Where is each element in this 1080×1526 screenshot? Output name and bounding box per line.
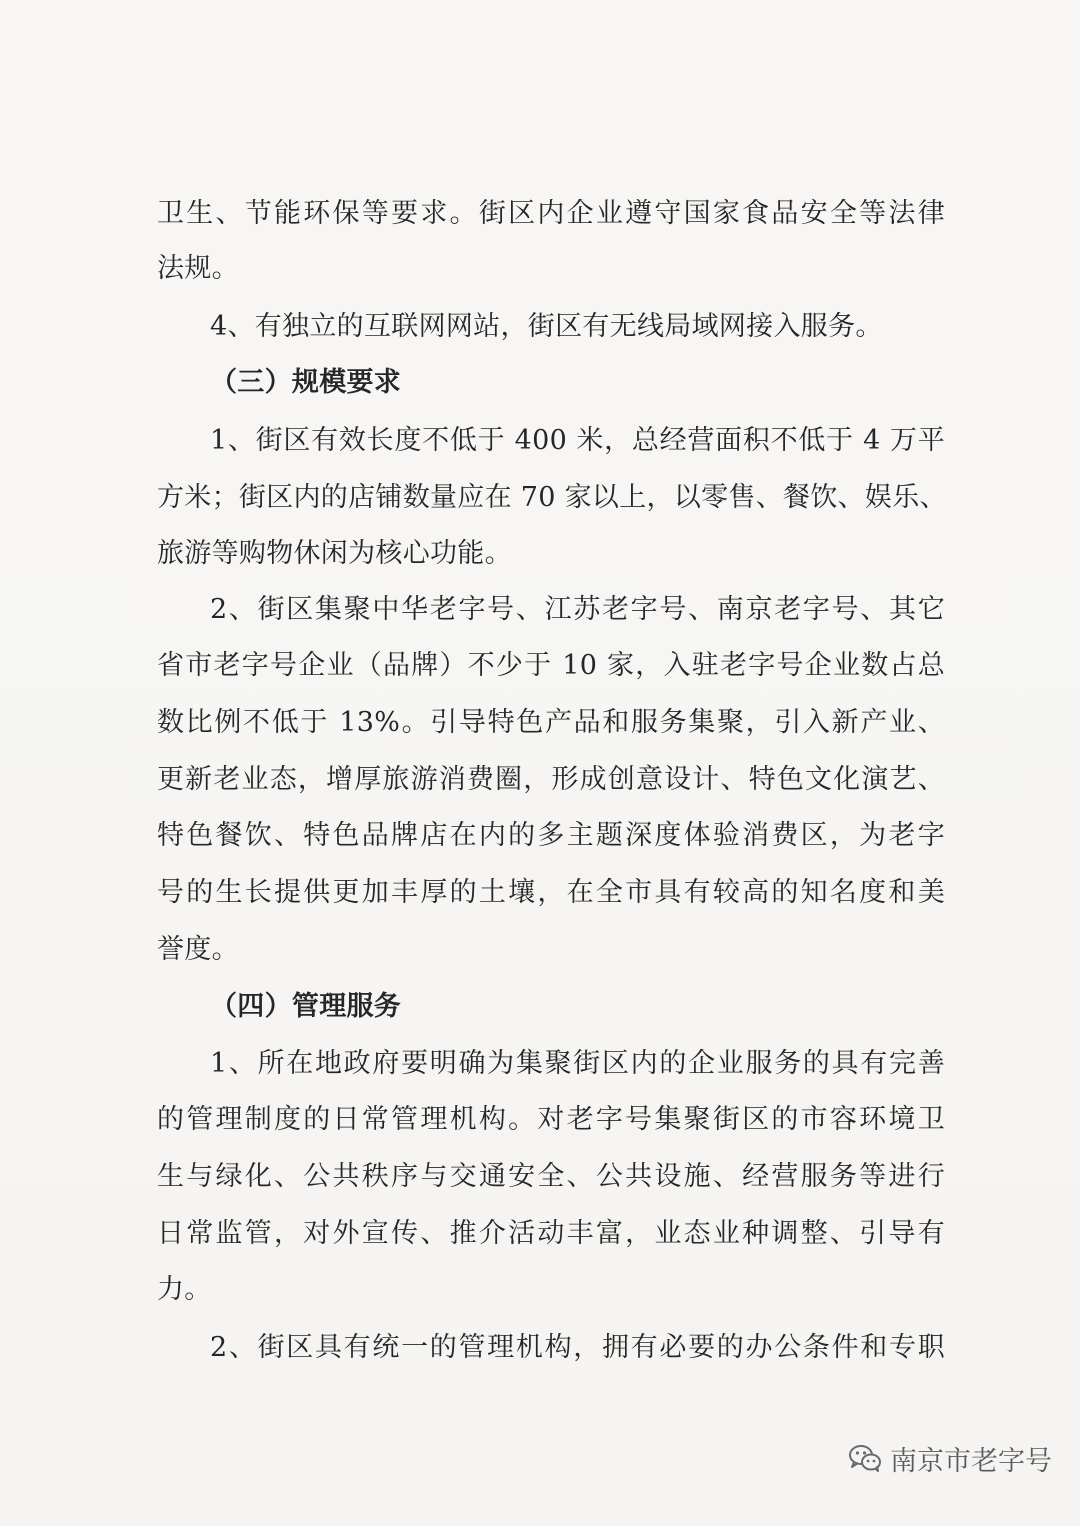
text-line: 方米；街区内的店铺数量应在 70 家以上，以零售、餐饮、娱乐、 <box>157 482 947 513</box>
text-line: 卫生、节能环保等要求。街区内企业遵守国家食品安全等法律 <box>157 198 945 229</box>
text-line: 2、街区集聚中华老字号、江苏老字号、南京老字号、其它 <box>210 594 945 625</box>
text-line: 省市老字号企业（品牌）不少于 10 家，入驻老字号企业数占总 <box>157 650 945 681</box>
text-line: 特色餐饮、特色品牌店在内的多主题深度体验消费区，为老字 <box>157 820 945 851</box>
text-line: 法规。 <box>157 253 239 284</box>
text-line: 1、街区有效长度不低于 400 米，总经营面积不低于 4 万平 <box>210 425 945 456</box>
section-heading: （三）规模要求 <box>210 367 402 398</box>
text-line: 日常监管，对外宣传、推介活动丰富，业态业种调整、引导有 <box>157 1218 945 1249</box>
text-line: 的管理制度的日常管理机构。对老字号集聚街区的市容环境卫 <box>157 1104 945 1135</box>
text-line: 誉度。 <box>157 934 239 965</box>
text-line: 4、有独立的互联网网站，街区有无线局域网接入服务。 <box>210 311 883 342</box>
text-line: 力。 <box>157 1274 212 1305</box>
text-line: 号的生长提供更加丰厚的土壤，在全市具有较高的知名度和美 <box>157 877 945 908</box>
wechat-icon <box>848 1443 882 1473</box>
text-line: 数比例不低于 13%。引导特色产品和服务集聚，引入新产业、 <box>157 707 945 738</box>
text-line: 2、街区具有统一的管理机构，拥有必要的办公条件和专职 <box>210 1332 945 1363</box>
watermark-text: 南京市老字号 <box>890 1445 1052 1477</box>
text-line: 更新老业态，增厚旅游消费圈，形成创意设计、特色文化演艺、 <box>157 764 945 795</box>
text-line: 1、所在地政府要明确为集聚街区内的企业服务的具有完善 <box>210 1048 945 1079</box>
watermark <box>848 1438 1052 1478</box>
text-line: 旅游等购物休闲为核心功能。 <box>157 538 512 569</box>
text-line: 生与绿化、公共秩序与交通安全、公共设施、经营服务等进行 <box>157 1161 945 1192</box>
section-heading: （四）管理服务 <box>210 991 402 1022</box>
